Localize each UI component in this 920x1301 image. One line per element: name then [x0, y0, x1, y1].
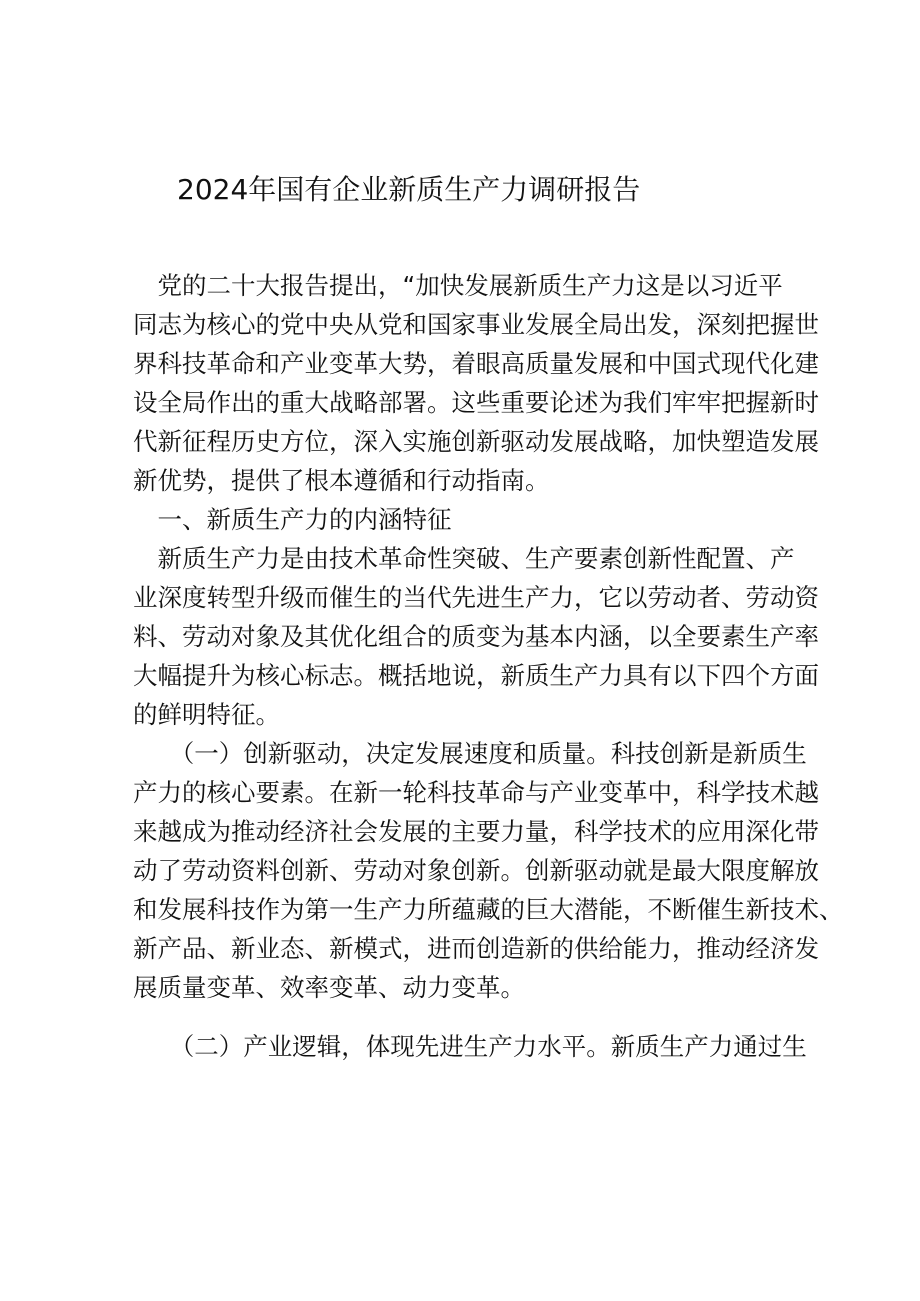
paragraph-line: 和发展科技作为第一生产力所蕴藏的巨大潜能，不断催生新技术、	[133, 895, 844, 924]
paragraph-line: 代新征程历史方位，深入实施创新驱动发展战略，加快塑造发展	[133, 427, 819, 456]
paragraph-line: 同志为核心的党中央从党和国家事业发展全局出发，深刻把握世	[133, 310, 819, 339]
paragraph-line: 的鲜明特征。	[133, 700, 280, 729]
section-heading: 一、新质生产力的内涵特征	[133, 505, 452, 534]
paragraph-line: 产力的核心要素。在新一轮科技革命与产业变革中，科学技术越	[133, 778, 819, 807]
paragraph-line: 新优势，提供了根本遵循和行动指南。	[133, 466, 550, 495]
paragraph-line: （一）创新驱动，决定发展速度和质量。科技创新是新质生	[133, 739, 807, 768]
paragraph-gap	[133, 1007, 789, 1027]
paragraph-line: 设全局作出的重大战略部署。这些重要论述为我们牢牢把握新时	[133, 388, 819, 417]
paragraph-line: 新质生产力是由技术革命性突破、生产要素创新性配置、产	[133, 544, 795, 573]
paragraph-line: 党的二十大报告提出，“加快发展新质生产力这是以习近平	[133, 271, 783, 300]
paragraph-line: 界科技革命和产业变革大势，着眼高质量发展和中国式现代化建	[133, 349, 819, 378]
paragraph-line: 大幅提升为核心标志。概括地说，新质生产力具有以下四个方面	[133, 661, 819, 690]
paragraph-line: 新产品、新业态、新模式，进而创造新的供给能力，推动经济发	[133, 934, 819, 963]
document-body	[133, 266, 844, 1066]
paragraph-line: 来越成为推动经济社会发展的主要力量，科学技术的应用深化带	[133, 817, 819, 846]
paragraph-line: 料、劳动对象及其优化组合的质变为基本内涵，以全要素生产率	[133, 622, 819, 651]
paragraph-line: 展质量变革、效率变革、动力变革。	[133, 973, 525, 1002]
document-title: 2024年国有企业新质生产力调研报告	[177, 173, 641, 206]
paragraph-line: 动了劳动资料创新、劳动对象创新。创新驱动就是最大限度解放	[133, 856, 819, 885]
paragraph-line: （二）产业逻辑，体现先进生产力水平。新质生产力通过生	[133, 1032, 807, 1061]
paragraph-line: 业深度转型升级而催生的当代先进生产力，它以劳动者、劳动资	[133, 583, 819, 612]
